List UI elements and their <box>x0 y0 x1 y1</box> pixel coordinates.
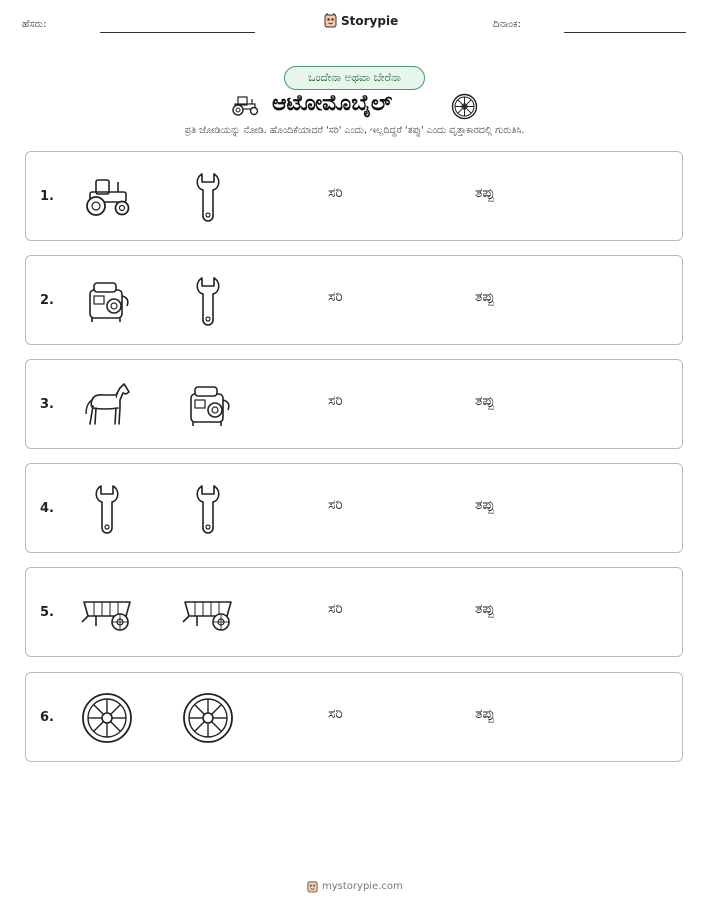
question-number: 1. <box>40 189 54 204</box>
right-picture <box>181 274 235 328</box>
brand <box>324 13 398 28</box>
option-false[interactable]: ತಪ್ಪು <box>475 289 495 305</box>
wheel-icon <box>181 691 235 745</box>
date-line[interactable] <box>564 32 686 33</box>
option-true[interactable]: ಸರಿ <box>328 601 343 617</box>
date-label: ದಿನಾಂಕ: <box>493 19 521 30</box>
name-label: ಹೆಸರು: <box>22 19 47 30</box>
right-picture <box>181 378 235 432</box>
wrench-icon <box>181 170 235 224</box>
question-number: 3. <box>40 397 54 412</box>
left-picture <box>80 691 134 745</box>
question-number: 5. <box>40 605 54 620</box>
horse-icon <box>80 378 134 432</box>
name-line[interactable] <box>100 32 255 33</box>
wrench-icon <box>181 482 235 536</box>
option-false[interactable]: ತಪ್ಪು <box>475 393 495 409</box>
option-true[interactable]: ಸರಿ <box>328 393 343 409</box>
question-number: 2. <box>40 293 54 308</box>
right-picture <box>181 170 235 224</box>
worksheet-tag: ಒಂದೇನಾ ಅಥವಾ ಬೇರೆನಾ <box>284 66 425 90</box>
option-false[interactable]: ತಪ್ಪು <box>475 497 495 513</box>
tractor-icon <box>229 94 261 116</box>
instructions: ಪ್ರತಿ ಜೋಡಿಯನ್ನು ನೋಡಿ. ಹೊಂದಿಕೆಯಾದರೆ 'ಸರಿ' ಎಂದು, ಇಲ್ಲದಿದ್ದರೆ 'ತಪ್ಪು' ಎಂದು ವೃತ್ತಾಕಾರದಲ್ಲಿ ಗುರುತಿಸಿ. <box>184 125 525 136</box>
left-picture <box>80 378 134 432</box>
option-false[interactable]: ತಪ್ಪು <box>475 706 495 722</box>
option-true[interactable]: ಸರಿ <box>328 497 343 513</box>
option-false[interactable]: ತಪ್ಪು <box>475 185 495 201</box>
page-title: ಆಟೋಮೊಬೈಲ್ <box>272 91 393 116</box>
cart-icon <box>80 586 134 640</box>
question-row-3 <box>25 359 683 449</box>
option-true[interactable]: ಸರಿ <box>328 185 343 201</box>
option-true[interactable]: ಸರಿ <box>328 706 343 722</box>
right-picture <box>181 586 235 640</box>
cart-icon <box>181 586 235 640</box>
wheel-icon <box>451 93 478 120</box>
question-row-2 <box>25 255 683 345</box>
storypie-logo-icon <box>307 880 318 893</box>
question-number: 6. <box>40 710 54 725</box>
left-picture <box>80 170 134 224</box>
wrench-icon <box>181 274 235 328</box>
option-true[interactable]: ಸರಿ <box>328 289 343 305</box>
left-picture <box>80 274 134 328</box>
wheel-icon <box>80 691 134 745</box>
wrench-icon <box>80 482 134 536</box>
left-picture <box>80 586 134 640</box>
left-picture <box>80 482 134 536</box>
right-picture <box>181 691 235 745</box>
question-row-5 <box>25 567 683 657</box>
question-row-4 <box>25 463 683 553</box>
brand-name: Storypie <box>341 13 399 28</box>
question-row-6 <box>25 672 683 762</box>
engine-icon <box>181 378 235 432</box>
option-false[interactable]: ತಪ್ಪು <box>475 601 495 617</box>
right-picture <box>181 482 235 536</box>
footer-site[interactable]: mystorypie.com <box>322 881 403 892</box>
tractor-icon <box>80 170 134 224</box>
footer <box>307 880 403 893</box>
storypie-logo-icon <box>324 13 337 28</box>
question-row-1 <box>25 151 683 241</box>
engine-icon <box>80 274 134 328</box>
question-number: 4. <box>40 501 54 516</box>
